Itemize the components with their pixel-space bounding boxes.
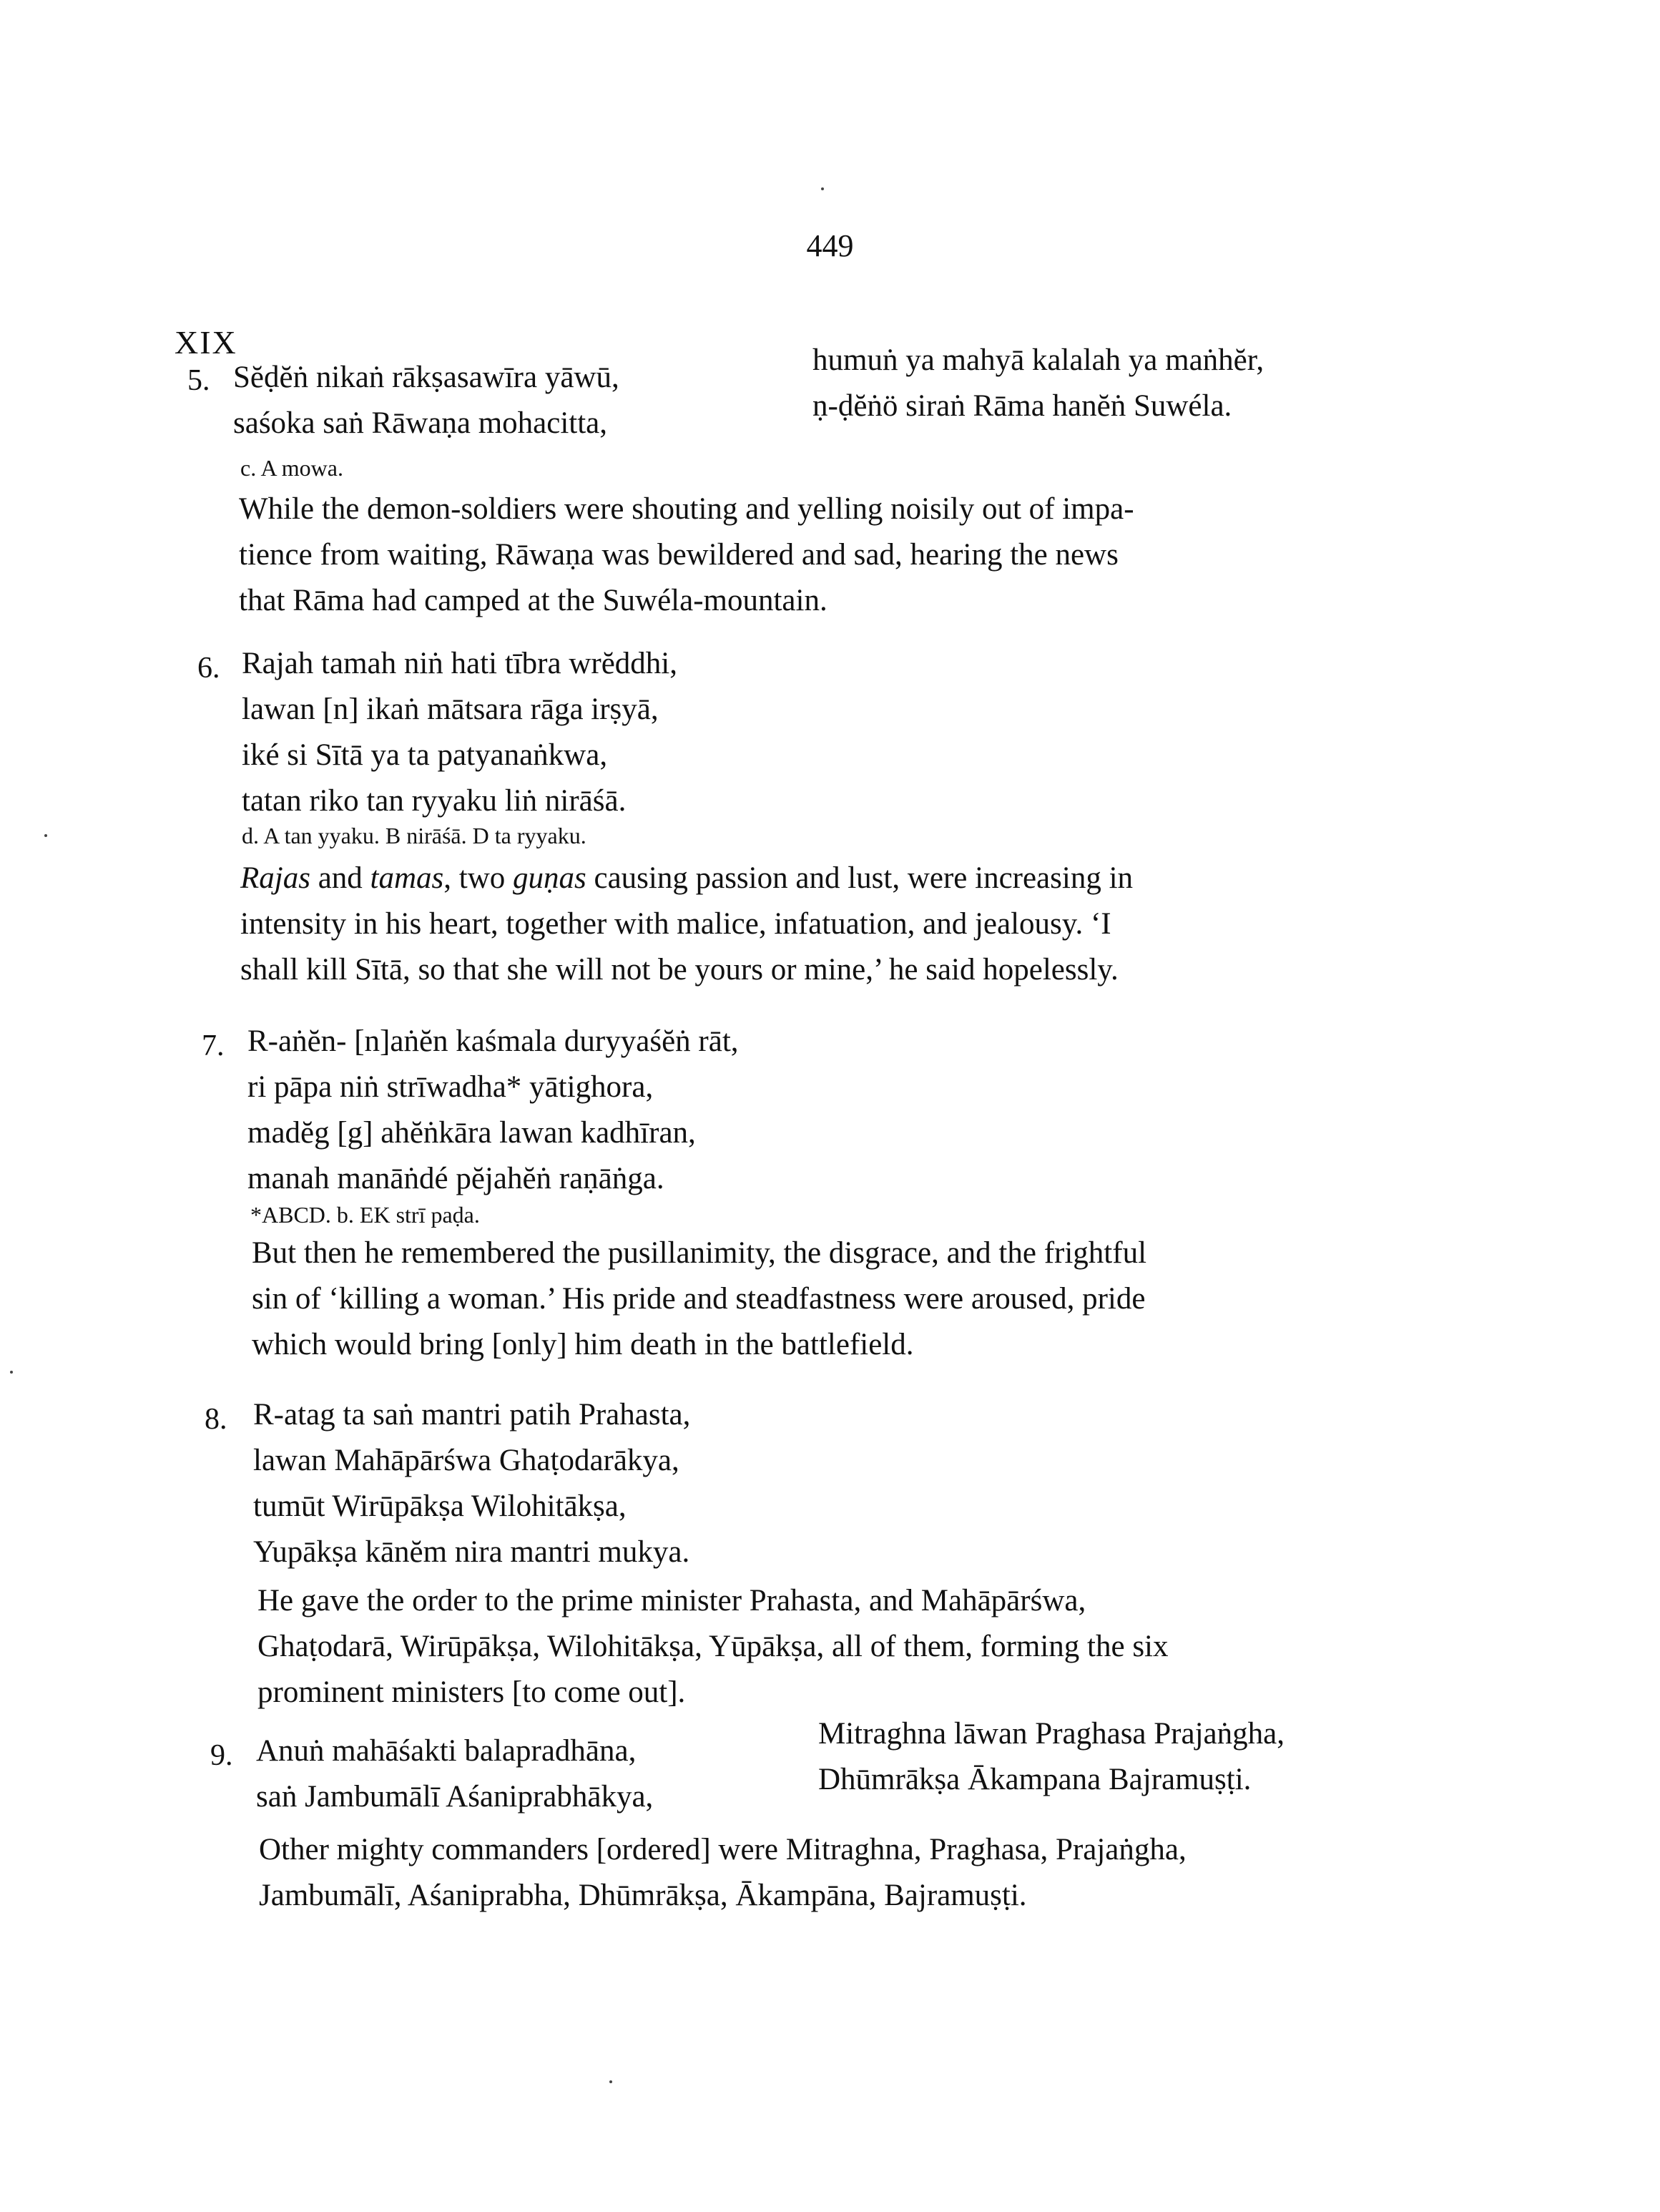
stray-mark bbox=[609, 2080, 612, 2083]
translation-line: intensity in his heart, together with malice, infatuation, and jealousy. ‘I bbox=[240, 907, 1111, 941]
verse-line: Mitraghna lāwan Praghasa Prajaṅgha, bbox=[818, 1717, 1285, 1751]
verse-line: saśoka saṅ Rāwaṇa mohacitta, bbox=[233, 406, 607, 440]
stray-mark bbox=[821, 187, 824, 190]
stanza-number: 7. bbox=[202, 1029, 225, 1062]
verse-right-column bbox=[812, 338, 1264, 429]
verse-right-column bbox=[818, 1711, 1285, 1803]
verse-line: lawan Mahāpārśwa Ghaṭodarākya, bbox=[253, 1444, 679, 1477]
translation-line: tience from waiting, Rāwaṇa was bewildered and sad, hearing the news bbox=[239, 538, 1119, 572]
stray-mark bbox=[44, 834, 47, 837]
verse-lines bbox=[253, 1392, 690, 1575]
translation bbox=[257, 1578, 1430, 1716]
translation bbox=[259, 1827, 1432, 1919]
translation-line: While the demon-soldiers were shouting and yelling noisily out of impa- bbox=[239, 492, 1134, 526]
variant-readings: d. A tan yyaku. B nirāśā. D ta ryyaku. bbox=[242, 823, 586, 848]
verse-line: tumūt Wirūpākṣa Wilohitākṣa, bbox=[253, 1489, 627, 1523]
verse-line: R-atag ta saṅ mantri patih Prahasta, bbox=[253, 1398, 691, 1432]
verse-line: saṅ Jambumālī Aśaniprabhākya, bbox=[256, 1780, 654, 1814]
stanza-number: 9. bbox=[210, 1739, 233, 1772]
verse-line: ṇ-ḍĕṅö siraṅ Rāma hanĕṅ Suwéla. bbox=[812, 389, 1232, 423]
translation-line: which would bring [only] him death in the battlefield. bbox=[252, 1328, 914, 1361]
verse-line: lawan [n] ikaṅ mātsara rāga irṣyā, bbox=[242, 693, 659, 726]
translation bbox=[252, 1230, 1425, 1368]
verse-line: Rajah tamah niṅ hati tībra wrĕddhi, bbox=[242, 647, 677, 680]
variant-readings: *ABCD. b. EK strī paḍa. bbox=[250, 1202, 480, 1228]
term-gunas: guṇas bbox=[513, 861, 586, 895]
variant-readings: c. A mowa. bbox=[240, 455, 343, 481]
verse-line: ri pāpa niṅ strīwadha* yātighora, bbox=[247, 1070, 654, 1104]
chapter-heading: XIX bbox=[175, 324, 237, 361]
translation-line: Ghaṭodarā, Wirūpākṣa, Wilohitākṣa, Yūpākṣa, all of them, forming the six bbox=[257, 1630, 1169, 1663]
stanza-number: 5. bbox=[187, 364, 210, 397]
translation-line: He gave the order to the prime minister Prahasta, and Mahāpārśwa, bbox=[257, 1584, 1086, 1618]
translation-line: Rajas and tamas, two guṇas causing passion and lust, were increasing in bbox=[240, 861, 1134, 895]
verse-line: manah manāṅdé pĕjahĕṅ raṇāṅga. bbox=[247, 1162, 664, 1195]
page-number: 449 bbox=[806, 228, 854, 263]
verse-line: tatan riko tan ryyaku liṅ nirāśā. bbox=[242, 784, 627, 818]
verse-line: R-aṅĕn- [n]aṅĕn kaśmala duryyaśĕṅ rāt, bbox=[247, 1024, 739, 1058]
verse-line: Anuṅ mahāśakti balapradhāna, bbox=[256, 1734, 637, 1768]
verse-line: iké si Sītā ya ta patyanaṅkwa, bbox=[242, 738, 608, 772]
stray-mark bbox=[10, 1371, 13, 1374]
verse-line: humuṅ ya mahyā kalalah ya maṅhĕr, bbox=[812, 343, 1264, 377]
translation-line: shall kill Sītā, so that she will not be yours or mine,’ he said hopelessly. bbox=[240, 953, 1119, 987]
stanza-number: 6. bbox=[197, 652, 220, 685]
translation-line: sin of ‘killing a woman.’ His pride and steadfastness were aroused, pride bbox=[252, 1282, 1146, 1316]
verse-line: Yupākṣa kānĕm nira mantri mukya. bbox=[253, 1535, 690, 1569]
translation-line: prominent ministers [to come out]. bbox=[257, 1675, 686, 1709]
verse-lines bbox=[247, 1019, 739, 1202]
verse-line: Sĕḍĕṅ nikaṅ rākṣasawīra yāwū, bbox=[233, 361, 619, 394]
translation-line: Jambumālī, Aśaniprabha, Dhūmrākṣa, Ākampāna, Bajramuṣṭi. bbox=[259, 1879, 1027, 1912]
term-tamas: tamas bbox=[370, 861, 444, 895]
translation-line: that Rāma had camped at the Suwéla-mountain. bbox=[239, 584, 827, 617]
translation bbox=[240, 856, 1413, 993]
verse-left-column bbox=[233, 355, 619, 446]
term-rajas: Rajas bbox=[240, 861, 310, 895]
translation-line: But then he remembered the pusillanimity, the disgrace, and the frightful bbox=[252, 1236, 1147, 1270]
verse-lines bbox=[242, 641, 677, 824]
translation bbox=[239, 486, 1412, 624]
stanza-number: 8. bbox=[205, 1403, 227, 1436]
translation-line: Other mighty commanders [ordered] were Mitraghna, Praghasa, Prajaṅgha, bbox=[259, 1833, 1187, 1866]
verse-line: Dhūmrākṣa Ākampana Bajramuṣṭi. bbox=[818, 1763, 1252, 1796]
verse-left-column bbox=[256, 1728, 653, 1820]
verse-line: madĕg [g] ahĕṅkāra lawan kadhīran, bbox=[247, 1116, 696, 1150]
